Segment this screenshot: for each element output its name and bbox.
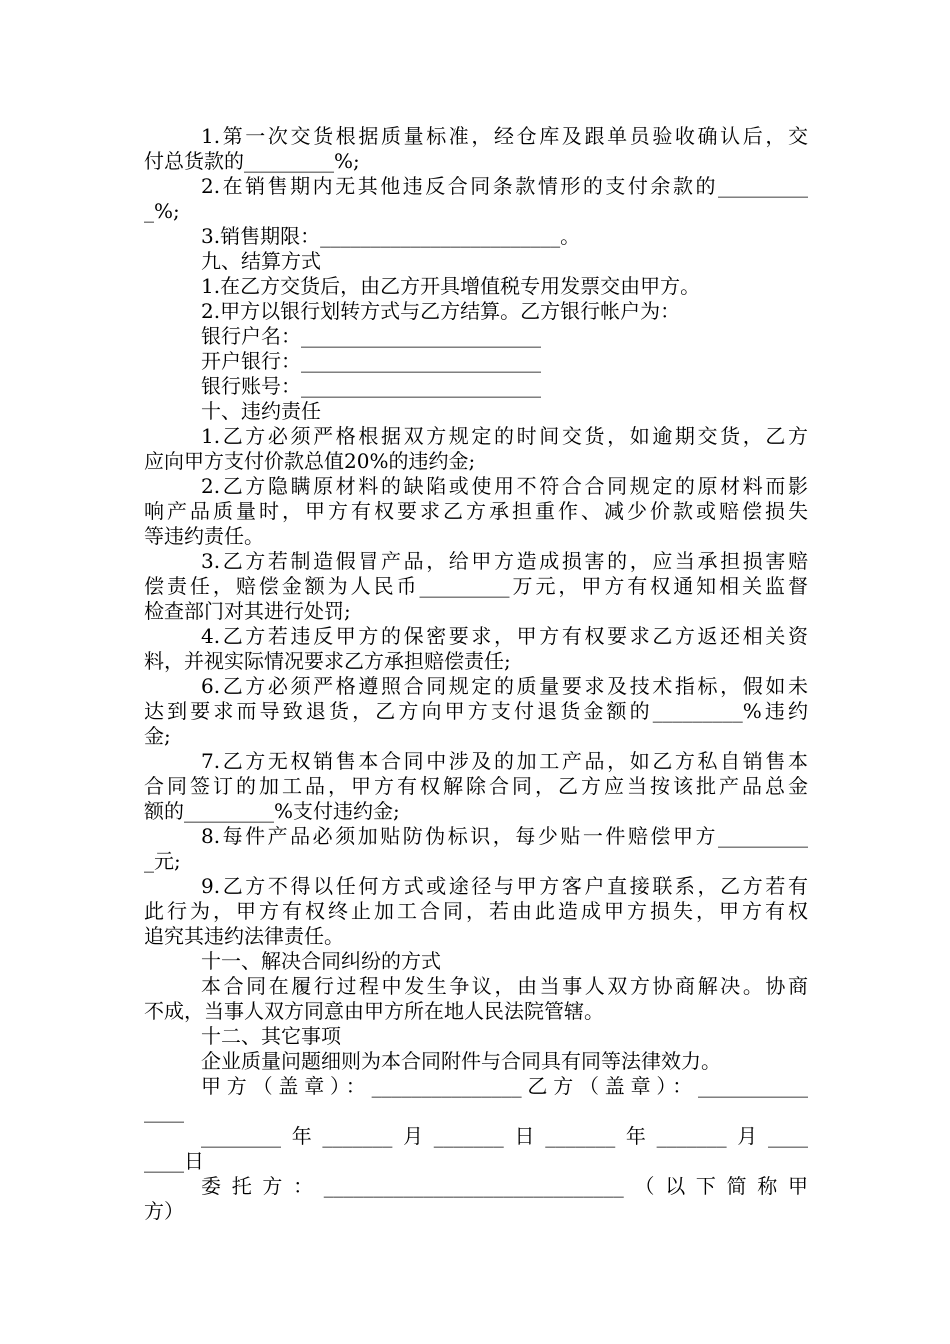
contract-page [144, 124, 808, 1224]
text-line: 等违约责任。 [144, 524, 264, 548]
bank-account-number-line: 银行账号：________________________ [201, 374, 541, 398]
text-line: 4.乙方若违反甲方的保密要求，甲方有权要求乙方返还相关资 [201, 624, 808, 648]
text-line: 响产品质量时，甲方有权要求乙方承担重作、减少价款或赔偿损失 [144, 499, 808, 523]
date-line: ________年_______月_______日_______年_______月____ [201, 1124, 808, 1148]
text-line: 3.销售期限：________________________。 [201, 224, 581, 248]
bank-account-name-line: 银行户名：________________________ [201, 324, 541, 348]
section-heading: 九、结算方式 [201, 249, 321, 273]
text-line: 金; [144, 724, 171, 748]
text-line: 合同签订的加工品，甲方有权解除合同，乙方应当按该批产品总金 [144, 774, 808, 798]
date-line: ____日 [144, 1149, 204, 1173]
text-line: 偿责任，赔偿金额为人民币_________万元，甲方有权通知相关监督 [144, 574, 808, 598]
text-line: 2.甲方以银行划转方式与乙方结算。乙方银行帐户为： [201, 299, 681, 323]
text-line: 8.每件产品必须加贴防伪标识，每少贴一件赔偿甲方_________ [201, 824, 808, 848]
text-line: 付总货款的_________%; [144, 149, 360, 173]
text-line: 应向甲方支付价款总值20%的违约金; [144, 449, 476, 473]
text-line: 达到要求而导致退货，乙方向甲方支付退货金额的_________%违约 [144, 699, 808, 723]
text-line: 6.乙方必须严格遵照合同规定的质量要求及技术指标，假如未 [201, 674, 808, 698]
text-line: 追究其违约法律责任。 [144, 924, 344, 948]
text-line: 本合同在履行过程中发生争议，由当事人双方协商解决。协商 [201, 974, 808, 998]
section-heading: 十、违约责任 [201, 399, 321, 423]
text-line: 额的_________%支付违约金; [144, 799, 400, 823]
text-line: 料，并视实际情况要求乙方承担赔偿责任; [144, 649, 511, 673]
text-line: 2.在销售期内无其他违反合同条款情形的支付余款的_________ [201, 174, 808, 198]
text-line: _%; [144, 199, 180, 223]
text-line: 不成，当事人双方同意由甲方所在地人民法院管辖。 [144, 999, 604, 1023]
section-heading: 十二、其它事项 [201, 1024, 341, 1048]
text-line: _元; [144, 849, 181, 873]
text-line: 此行为，甲方有权终止加工合同，若由此造成甲方损失，甲方有权 [144, 899, 808, 923]
text-line: 1.在乙方交货后，由乙方开具增值税专用发票交由甲方。 [201, 274, 701, 298]
bank-name-line: 开户银行：________________________ [201, 349, 541, 373]
text-line: 3.乙方若制造假冒产品，给甲方造成损害的，应当承担损害赔 [201, 549, 808, 573]
section-heading: 十一、解决合同纠纷的方式 [201, 949, 441, 973]
text-line: 检查部门对其进行处罚; [144, 599, 351, 623]
client-line: 方） [144, 1199, 184, 1223]
text-line: 2.乙方隐瞒原材料的缺陷或使用不符合合同规定的原材料而影 [201, 474, 808, 498]
signature-line: ____ [144, 1099, 184, 1123]
text-line: 9.乙方不得以任何方式或途径与甲方客户直接联系，乙方若有 [201, 874, 808, 898]
client-line: 委托方：______________________________（以下简称甲 [201, 1174, 808, 1198]
signature-line: 甲方（盖章）：_______________乙方（盖章）：___________ [201, 1074, 808, 1098]
text-line: 企业质量问题细则为本合同附件与合同具有同等法律效力。 [201, 1049, 721, 1073]
text-line: 1.第一次交货根据质量标准，经仓库及跟单员验收确认后，交 [201, 124, 808, 148]
text-line: 1.乙方必须严格根据双方规定的时间交货，如逾期交货，乙方 [201, 424, 808, 448]
text-line: 7.乙方无权销售本合同中涉及的加工产品，如乙方私自销售本 [201, 749, 808, 773]
